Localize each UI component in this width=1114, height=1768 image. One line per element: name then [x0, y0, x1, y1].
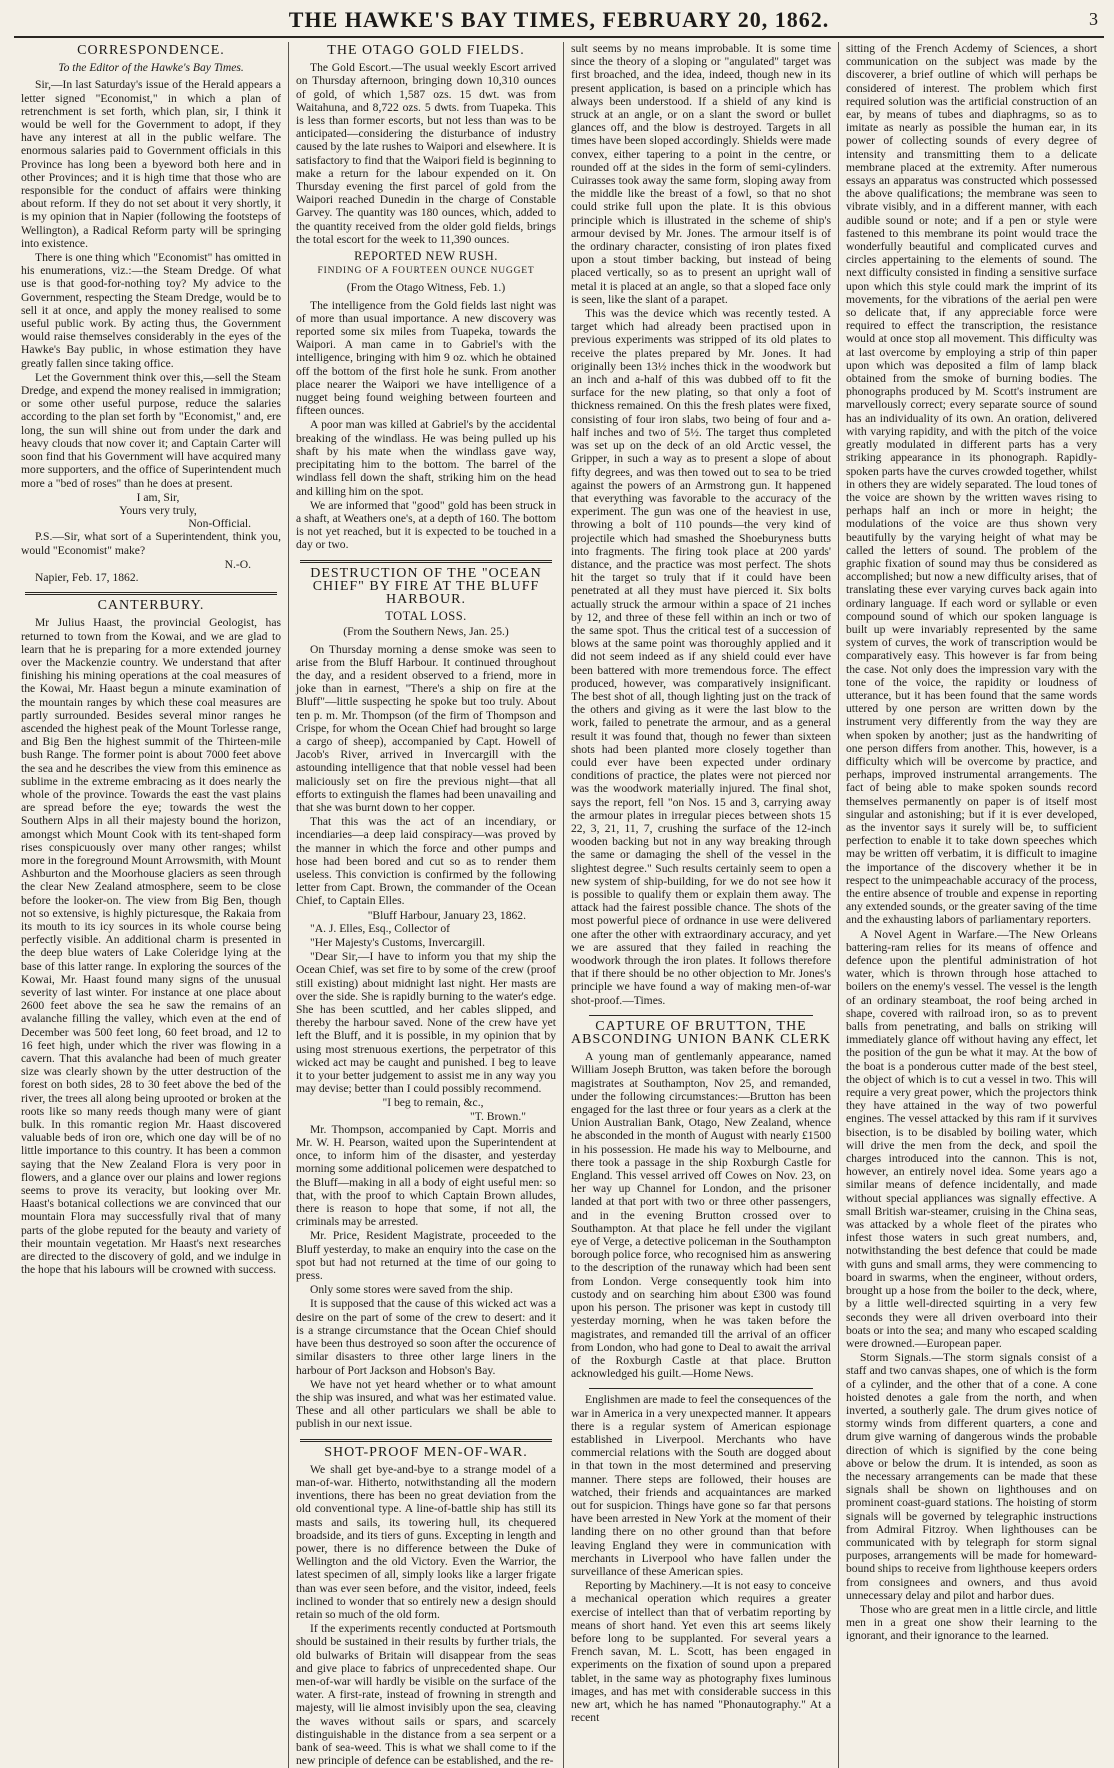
letter-closing: Yours very truly, [119, 503, 197, 517]
letter-body: "Dear Sir,—I have to inform you that my ship the Ocean Chief, was set fire to by some of the crew (proof still existing) about midnight last night. Her masts are over the side. She is rapidly burning to the water's edge. She has been scuttled, and her cables slipped, and thereby the harbour saved. None of the crew have yet left the Bluff, and it is possible, in my opinion that by using most strenuous exertions, the perpetrator of this wicked act may be caught and punished. I beg to leave it to your better judgement to assist me in any way you may devise; better than I could possibly recommend. [296, 950, 556, 1096]
column-2 [289, 42, 564, 1768]
masthead [14, 6, 1104, 38]
article-paragraph: Mr. Thompson, accompanied by Capt. Morris and Mr. W. H. Pearson, waited upon the Superintendent at once, to inform him of the disaster, and yesterday morning some additional policemen were despatched to the Bluff—making in all a body of eight useful men: so that, with the proof to which Captain Brown alludes, there is reason to hope that some, if not all, the criminals may be arrested. [296, 1122, 556, 1229]
letter-paragraph: There is one thing which "Economist" has omitted in his enumerations, viz.:—the Steam Dredge. Of what use is that good-for-nothing toy? My advice to the Government, respecting the Steam Dredge, would be to sell it at once, and apply the money realised to some useful public work. By acting thus, the Government would raise themselves considerably in the eyes of the Hawke's Bay public, in whose estimation they have greatly fallen since taking office. [21, 251, 281, 370]
article-paragraph: Mr Julius Haast, the provincial Geologist, has returned to town from the Kowai, and we are glad to learn that he is preparing for a more extended journey over the Mackenzie country. We understand that after finishing his mining operations at the coal measures of the Kowai, Mr. Haast begun a minute examination of the mountain ranges by which these coal measures are partly surrounded. Besides several minor ranges he ascended the highest peak of the Mount Torlesse range, and Big Ben the highest summit of the Thirteen-mile bush Range. The former point is about 7000 feet above the sea and he describes the view from this eminence as sublime in the extreme embracing as it does nearly the whole of the province. Towards the east the vast plains are spread before the eye; towards the west the Southern Alps in all their majesty bound the horizon, amongst which Mount Cook with its tent-shaped form rises conspicuously over many other ranges; whilst more in the foreground Mount Arrowsmith, with Mount Ashburton and the Moorhouse glaciers as seen through the clear New Zealand atmosphere, seem to be close before the looker-on. The view from Big Ben, though not so extensive, is highly picturesque, the Rakaia from its mouth to its icy sources in its whole course being perfectly visible. An additional charm is presented in the deep blue waters of Lake Coleridge lying at the base of this latter range. In exploring the sources of the Kowai, Mr. Haast found many signs of the unusual severity of last winter. For instance at one place about 2600 feet above the sea he saw the remains of an avalanche filling the valley, which even at the end of December was 500 feet long, 60 feet broad, and 12 to 16 feet high, under which the river was flowing in a cavern. That this avalanche had been of much greater size was clearly shown by the utter destruction of the forest on both sides, 28 to 30 feet above the bed of the river, the trees all along being uprooted or broken at the roots like so many reeds though many were of giant bulk. In this romantic region Mr. Haast discovered valuable beds of iron ore, which one day will be of no little importance to this country. It has been a common saying that the New Zealand Flora is very poor in flowers, and a glance over our plains and lower regions seems to prove its veracity, but looking over Mr. Haast's botanical collections we are convinced that our mountain Flora may successfully rival that of many parts of the globe reputed for the beauty and variety of their mountain vegetation. Mr Haast's next researches are directed to the discovery of gold, and we indulge in the hope that his labours will be crowned with success. [21, 616, 281, 1277]
section-divider [589, 1015, 813, 1016]
section-divider [25, 592, 277, 595]
otago-heading: THE OTAGO GOLD FIELDS. [327, 43, 525, 58]
article-paragraph: Those who are great men in a little circle, and little men in a great one show their learning to the ignorant, and their ignorance to the learned. [846, 1602, 1097, 1643]
article-paragraph: It is supposed that the cause of this wicked act was a desire on the part of some of the crew to desert: and it is a strange circumstance that the Ocean Chief should have been thus destroyed so soon after the occurence of similar disasters to three other large liners in the harbour of Port Jackson and Hobson's Bay. [296, 1297, 556, 1377]
to-editor-line: To the Editor of the Hawke's Bay Times. [58, 61, 244, 75]
letter-closing: "I beg to remain, &c., [382, 1096, 484, 1110]
section-divider [300, 560, 552, 563]
article-paragraph: sitting of the French Acdemy of Sciences, a short communication on the subject was made by the discoverer, a brief outline of which will perhaps be considered of interest. The problem which first required solution was the artificial construction of an ear, by means of tubes and diaphragms, so as to imitate as nearly as possible the human ear, in its power of collecting sounds of every degree of intensity and transmitting them to a delicate membrane placed at the extremity. After numerous essays an apparatus was constructed which possessed the above qualifications; the membrane was seen to vibrate visibly, and in a different manner, with each audible sound or note; and if a pen or style were fastened to this membrane its point would trace the wonderfully beautiful and complicated curves and circles appertaining to the elements of sound. The next difficulty consisted in finding a sensitive surface upon which this style could mark the imprint of its movements, for the vibrations of the aerial pen were so delicate that, if any appreciable force were required to effect the transcription, the resistance would at once stop all movement. This difficulty was at last overcome by employing a strip of thin paper upon which was deposited a film of lamp black obtained from the smoke of burning bodies. The phonographs produced by M. Scott's instrument are marvellously correct; every separate source of sound has an individuality of its own. An oration, delivered with varying rapidity, and with the pitch of the voice greatly modulated in different parts has a very striking appearance in its phonograph. Rapidly-spoken parts have the curves crowded together, whilst in others they are widely separated. The loud tones of the voice are shown by the written waves rising to perhaps half an inch or more in height; the modulations of the voice are thus shown very beautifully by the varying height of what may be called the letters of sound. The problem of the graphic fixation of sound may thus be considered as accomplished; but now a new difficulty arises, that of translating these ever varying curves back again into ordinary language. If each word or syllable or even compound sound of which our spoken language is built up were invariably represented by the same system of curves, the work of transcription would be comparatively easy. This however is far from being the case. Not only does the impression vary with the tone of the voice, the rapidity or loudness of utterance, but it has been found that the same words uttered by one person are written down by the instrument very differently from the way they are when spoken by another; just as the handwriting of one person differs from another. This, however, is a difficulty which will be overcome by practice, and perhaps, improved instrumental arrangements. The fact of being able to make spoken sounds record themselves permanently on paper is of itself most singular and astonishing; but if it is ever developed, as the inventor says it surely will be, to sufficient perfection to enable it to take down speeches which may be written off verbatim, it is difficult to imagine the importance of the discovery whether it be in respect to the unimpeachable accuracy of the process, the entire absence of trouble and expense in reporting any extended sounds, or the greater saving of the time and the exhausting labors of parliamentary reporters. [846, 42, 1097, 927]
postscript: P.S.—Sir, what sort of a Superintendent, think you, would "Economist" make? [21, 530, 281, 557]
article-paragraph: The Gold Escort.—The usual weekly Escort arrived on Thursday afternoon, bringing down 10,310 ounces of gold, of which 1,587 ozs. 15 dwt. was from Waitahuna, and 8,722 ozs. 5 dwts. from Tuapeka. This is less than former escorts, but not less than was to be anticipated—considering the disturbance of industry caused by the late rushes to Waipori and elsewhere. It is satisfactory to find that the Waipori field is beginning to make a return for the labour expended on it. On Thursday evening the first parcel of gold from the Waipori reached Dunedin in the charge of Constable Garvey. The quantity was 180 ounces, which, added to the quantity received from the older gold fields, brings the total escort for the week to 11,390 ounces. [296, 61, 556, 246]
article-paragraph: A Novel Agent in Warfare.—The New Orleans battering-ram relies for its means of offence and defence upon the plentiful administration of hot water, which is thrown through hose attached to boilers on the enemy's vessel. The vessel is the length of an ordinary steamboat, the roof being arched in shape, covered with railroad iron, so as to prevent balls from penetrating, and balls on striking will immediately glance off without having any effect, let the position of the gun be what it may. At the bow of the boat is a ponderous cutter made of the best steel, the object of which is to cut a vessel in two. This will require a very great power, which the projectors think they have attained in the way of two powerful engines. The vessel attacked by this ram if it survives bisection, is to be disabled by boiling water, which will drive the men from the deck, and spoil the charges introduced into the cannon. This is not, however, an entirely novel idea. Some years ago a similar means of defence incidentally, and made without special appliances was signally effective. A small British war-steamer, cruising in the China seas, was attacked by a whole fleet of the pirates who infest those waters in such great numbers, and, notwithstanding the best defence that could be made with guns and small arms, they were commencing to board in swarms, when the engineer, without orders, brought up a hose from the boiler to the deck, where, by a little well-directed squirting in a very few seconds they were all driven overboard into their boats or into the sea; and many who escaped scalding were drowned.—European paper. [846, 927, 1097, 1350]
article-paragraph: A young man of gentlemanly appearance, named William Joseph Brutton, was taken before the borough magistrates at Southampton, Nov 25, and remanded, under the following circumstances:—Brutton has been engaged for the last three or four years as a clerk at the Union Australian Bank, Otago, New Zealand, whence he absconded in the month of August with nearly £1500 in his possession. He made his way to Melbourne, and there took a passage in the ship Roxburgh Castle for England. This vessel arrived off Cowes on Nov. 23, on her way up Channel for London, and the prisoner landed at that port with two or three other passengers, and in the evening Brutton crossed over to Southampton. At that place he fell under the vigilant eye of Verge, a detective policeman in the Southampton borough police force, who recognised him as answering to the description of the runaway which had been sent from London. Verge consequently took him into custody and on searching him about £300 was found upon his person. The prisoner was kept in custody till yesterday morning, when he was taken before the magistrates, and remanded till the arrival of an officer from London, who had gone to Deal to await the arrival of the Roxburgh Castle at that place. Brutton acknowledged his guilt.—Home News. [571, 1050, 831, 1381]
letter-address: "Her Majesty's Customs, Invercargill. [310, 936, 486, 949]
shot-proof-heading: SHOT-PROOF MEN-OF-WAR. [324, 1444, 528, 1460]
letter-signature: Non-Official. [188, 517, 251, 531]
rush-heading: REPORTED NEW RUSH. [354, 249, 498, 264]
article-paragraph: Storm Signals.—The storm signals consist of a staff and two canvas shapes, one of which is the form of a cylinder, and the other that of a cone. A cone hoisted denotes a gale from the north, and when inverted, a southerly gale. The drum gives notice of stormy winds from different quarters, a cone and drum give warning of dangerous winds the probable direction of which is signified by the cone being above or below the drum. It is intended, as soon as the necessary arrangements can be made that these signals shall be shown on lighthouses and on prominent coast-guard stations. The hoisting of storm signals will be governed by telegraphic instructions from Admiral Fitzroy. When lighthouses can be communicated with by telegraph for storm signal purposes, arrangements will be made for homeward-bound ships to receive from lighthouse keepers orders from consignees and owners, and thus avoid unnecessary delay and pilot and harbor dues. [846, 1351, 1097, 1602]
ocean-chief-source: (From the Southern News, Jan. 25.) [343, 625, 509, 639]
letter-closing: I am, Sir, [136, 490, 180, 504]
section-divider [589, 1388, 813, 1389]
article-paragraph: Only some stores were saved from the ship. [310, 1283, 513, 1297]
article-paragraph: Mr. Price, Resident Magistrate, proceeded to the Bluff yesterday, to make an enquiry into the case on the spot but had not returned at the time of our going to press. [296, 1229, 556, 1283]
letter-date: "Bluff Harbour, January 23, 1862. [367, 908, 526, 922]
article-paragraph: On Thursday morning a dense smoke was seen to arise from the Bluff Harbour. It continued throughout the day, and a resident observed to a friend, more in joke than in earnest, "There's a ship on fire at the Bluff"—little suspecting he spoke but too truly. About ten p. m. Mr. Thompson (of the firm of Thompson and Crispe, for whom the Ocean Chief had brought so large a cargo of sheep), accompanied by Capt. Howell of Jacob's River, arrived in Invercargill with the astounding intelligence that that noble vessel had been maliciously set on fire the previous night—that all efforts to extinguish the flames had been unavailing and that she was burnt down to her copper. [296, 642, 556, 814]
page-number: 3 [1089, 9, 1098, 29]
article-paragraph: Englishmen are made to feel the consequences of the war in America in a very unexpected manner. It appears there is a regular system of American espionage established in Liverpool. Merchants who have commercial relations with the South are dogged about in that town in the most determined and preserving manner. There steps are followed, their houses are watched, their friends and acquaintances are marked out for suspicion. Things have gone so far that persons have been arrested in New York at the moment of their landing there on no other ground than that before leaving England they were in communication with merchants in Liverpool who have fallen under the surveillance of these American spies. [571, 1393, 831, 1578]
letter-paragraph: Let the Government think over this,—sell the Steam Dredge, and expend the money realised in immigration; or some other useful purpose, reduce the salaries according to the plan set forth by "Economist," and, ere long, the sun will shine out from under the dark and heavy clouds that now cover it; and Captain Carter will soon find that his Government will have acquired many more supporters, and the office of Superintendent much more a "bed of roses" than he does at present. [21, 370, 281, 490]
article-paragraph: sult seems by no means improbable. It is some time since the theory of a sloping or "angulated" target was first broached, and the idea, indeed, though new in its present application, is based on a principle which has always been understood. If a shield of any kind is struck at an angle, or on a slant the sword or bullet glances off, and the blow is destroyed. Targets in all times have been sloped accordingly. Shields were made convex, either tapering to a point in the centre, or rounded off at the sides in the form of semi-cylinders. Cuirasses took away the same form, sloping away from the middle like the breast of a fowl, so that no shot could strike full upon the plate. It is this obvious principle which is illustrated in the scheme of ship's armour devised by Mr. Jones. The armour itself is of the ordinary character, consisting of iron plates fixed upon a stout timber backing, but instead of being placed vertically, so as to present an upright wall of metal it is placed at an angle, so that a sloped face only is seen, like the slant of a parapet. [571, 42, 831, 306]
article-paragraph: This was the device which was recently tested. A target which had already been practised upon in previous experiments was stripped of its old plates to receive the plates prepared by Mr. Jones. It had originally been 13½ inches thick in the woodwork but an inch and a-half of this was dubbed off to fit the surface for the new plating, so that only a foot of thickness remained. On this the fresh plates were fixed, consisting of four iron slabs, two being of four and a-half inches and two of 5½. The target thus completed was set up on the deck of an old Arctic vessel, the Gripper, in such a way as to present a slope of about fifty degrees, and was then towed out to sea to be tried against the powers of an Armstrong gun. It happened that everything was favorable to the accuracy of the experiment. The gun was one of the heaviest in use, throwing a bolt of 110 pounds—the very kind of projectile which had smashed the Shoeburyness butts into fragments. The firing took place at 200 yards' distance, and the practice was most perfect. The shots hit the target so truly that if it could have been penetrated at all they must have pierced it. Six bolts actually struck the armour within a space of 21 inches by 12, and three of these fell within an inch or two of the same spot. Thus the critical test of a succession of blows at the same point was thoroughly applied and it did not seem indeed as if any shield could ever have been battered with more tremendous force. The effect produced, however, was comparatively insignificant. The best shot of all, though lighting just on the track of the others and giving as it were the last blow to the work, failed to penetrate the armour, and as a general result it was found that, though no fewer than sixteen shots had been planted more closely together than could ever have been expected under ordinary conditions of practice, the plates were not pierced nor was the woodwork materially injured. The final shot, says the report, fell "on Nos. 15 and 3, carrying away the armour plates in irregular pieces between shots 15 22, 3, 21, 11, 7, crushing the surface of the 12-inch wooden backing but not in any way breaking through the same or damaging the shell of the vessel in the slightest degree." Such results certainly seem to open a new system of ship-building, for we do not see how it is possible to qualify them or explain them away. The attack had the fairest possible chance. The shots of the most powerful piece of ordnance in use were delivered one after the other with extraordinary accuracy, and yet we are assured that they failed in reaching the woodwork through the iron plates. It follows therefore that if there should be no other objection to Mr. Jones's principle we have found a way of making men-of-war shot-proof.—Times. [571, 307, 831, 1007]
column-4 [839, 42, 1104, 1768]
letter-signature: "T. Brown." [470, 1109, 526, 1123]
column-3 [564, 42, 839, 1768]
article-paragraph: We have not yet heard whether or to what amount the ship was insured, and what was her estimated value. These and all other particulars we shall be able to publish in our next issue. [296, 1377, 556, 1431]
letter-dateline: Napier, Feb. 17, 1862. [35, 570, 139, 584]
ocean-chief-heading: DESTRUCTION OF THE "OCEAN CHIEF" BY FIRE AT THE BLUFF HARBOUR. [310, 565, 542, 607]
masthead-title: THE HAWKE'S BAY TIMES, FEBRUARY 20, 1862. [288, 7, 830, 32]
article-paragraph: If the experiments recently conducted at Portsmouth should be sustained in their results by further trials, the old bulwarks of Britain will disappear from the seas and give place to fabrics of unprecedented shape. Our men-of-war will hardly be visible on the surface of the water. A first-rate, instead of frowning in strength and majesty, will lie almost invisibly upon the sea, cleaving the waves without sails or spars, and scarcely distinguishable in the distance from a sea serpent or a bank of sea-weed. This is what we shall come to if the new principle of defence can be established, and the re- [296, 1622, 556, 1768]
canterbury-heading: CANTERBURY. [97, 598, 205, 614]
letter-address: "A. J. Elles, Esq., Collector of [310, 921, 450, 935]
ocean-chief-subheading: TOTAL LOSS. [385, 609, 467, 624]
article-paragraph: The intelligence from the Gold fields last night was of more than usual importance. A new discovery was reported some six miles from Tuapeka, towards the Waipori. A man came in to Gabriel's with the intelligence, bringing with him 9 oz. which he obtained off the bottom of the first hole he sunk. From another place nearer the Waipori we have intelligence of a nugget being found weighing between fourteen and fifteen ounces. [296, 298, 556, 418]
rush-source: (From the Otago Witness, Feb. 1.) [346, 281, 506, 295]
section-divider [300, 1439, 552, 1442]
postscript-initials: N.-O. [224, 557, 251, 571]
rush-subheading: FINDING OF A FOURTEEN OUNCE NUGGET [317, 266, 535, 277]
correspondence-heading: CORRESPONDENCE. [77, 43, 225, 58]
article-paragraph: Reporting by Machinery.—It is not easy to conceive a mechanical operation which requires a greater exercise of intellect than that of verbatim reporting by means of short hand. Yet even this art seems likely before long to be supplanted. For several years a French savan, M. L. Scott, has been engaged in experiments on the fixation of sound upon a prepared tablet, in the same way as photography fixes luminous images, and has met with considerable success in this new art, which he has named "Phonautography." At a recent [571, 1579, 831, 1725]
letter-paragraph: Sir,—In last Saturday's issue of the Herald appears a letter signed "Economist," in which a plan of retrenchment is set forth, which plan, sir, I think it would be well for the Government to adopt, if they have any interest at all in the public welfare. The enormous salaries paid to Government officials in this Province has long been a byeword both here and in other Provinces; and it is high time that those who are responsible for the conduct of affairs were thinking about reform. If they do not set about it very shortly, it is my opinion that in Napier (following the footsteps of Wellington), a Radical Reform party will be springing into existence. [21, 78, 281, 250]
article-paragraph: A poor man was killed at Gabriel's by the accidental breaking of the windlass. He was being pulled up his shaft by his mate when the windlass gave way, precipitating him to the bottom. The barrel of the windlass fell down the shaft, striking him on the head and killing him on the spot. [296, 418, 556, 498]
brutton-heading: CAPTURE OF BRUTTON, THE ABSCONDING UNION BANK CLERK [571, 1018, 831, 1048]
column-1 [14, 42, 289, 1768]
columns [14, 42, 1104, 1768]
article-paragraph: We are informed that "good" gold has been struck in a shaft, at Weathers one's, at a depth of 160. The bottom is not yet reached, but it is expected to be touched in a day or two. [296, 498, 556, 552]
article-paragraph: We shall get bye-and-bye to a strange model of a man-of-war. Hitherto, notwithstanding all the modern inventions, there has been no great deviation from the old conventional type. A line-of-battle ship has still its masts and sails, its towering hull, its chequered broadside, and its tiers of guns. Excepting in length and power, there is no difference between the Duke of Wellington and the old Victory. Even the Warrior, the latest specimen of all, simply looks like a larger frigate than was ever seen before, and the visitor, indeed, feels inclined to wonder that so entirely new a design should retain so much of the old form. [296, 1462, 556, 1621]
article-paragraph: That this was the act of an incendiary, or incendiaries—a deep laid conspiracy—was proved by the manner in which the force and other pumps and hose had been bored and cut so as to render them useless. This conviction is confirmed by the following letter from Capt. Brown, the commander of the Ocean Chief, to Captain Elles. [296, 815, 556, 908]
